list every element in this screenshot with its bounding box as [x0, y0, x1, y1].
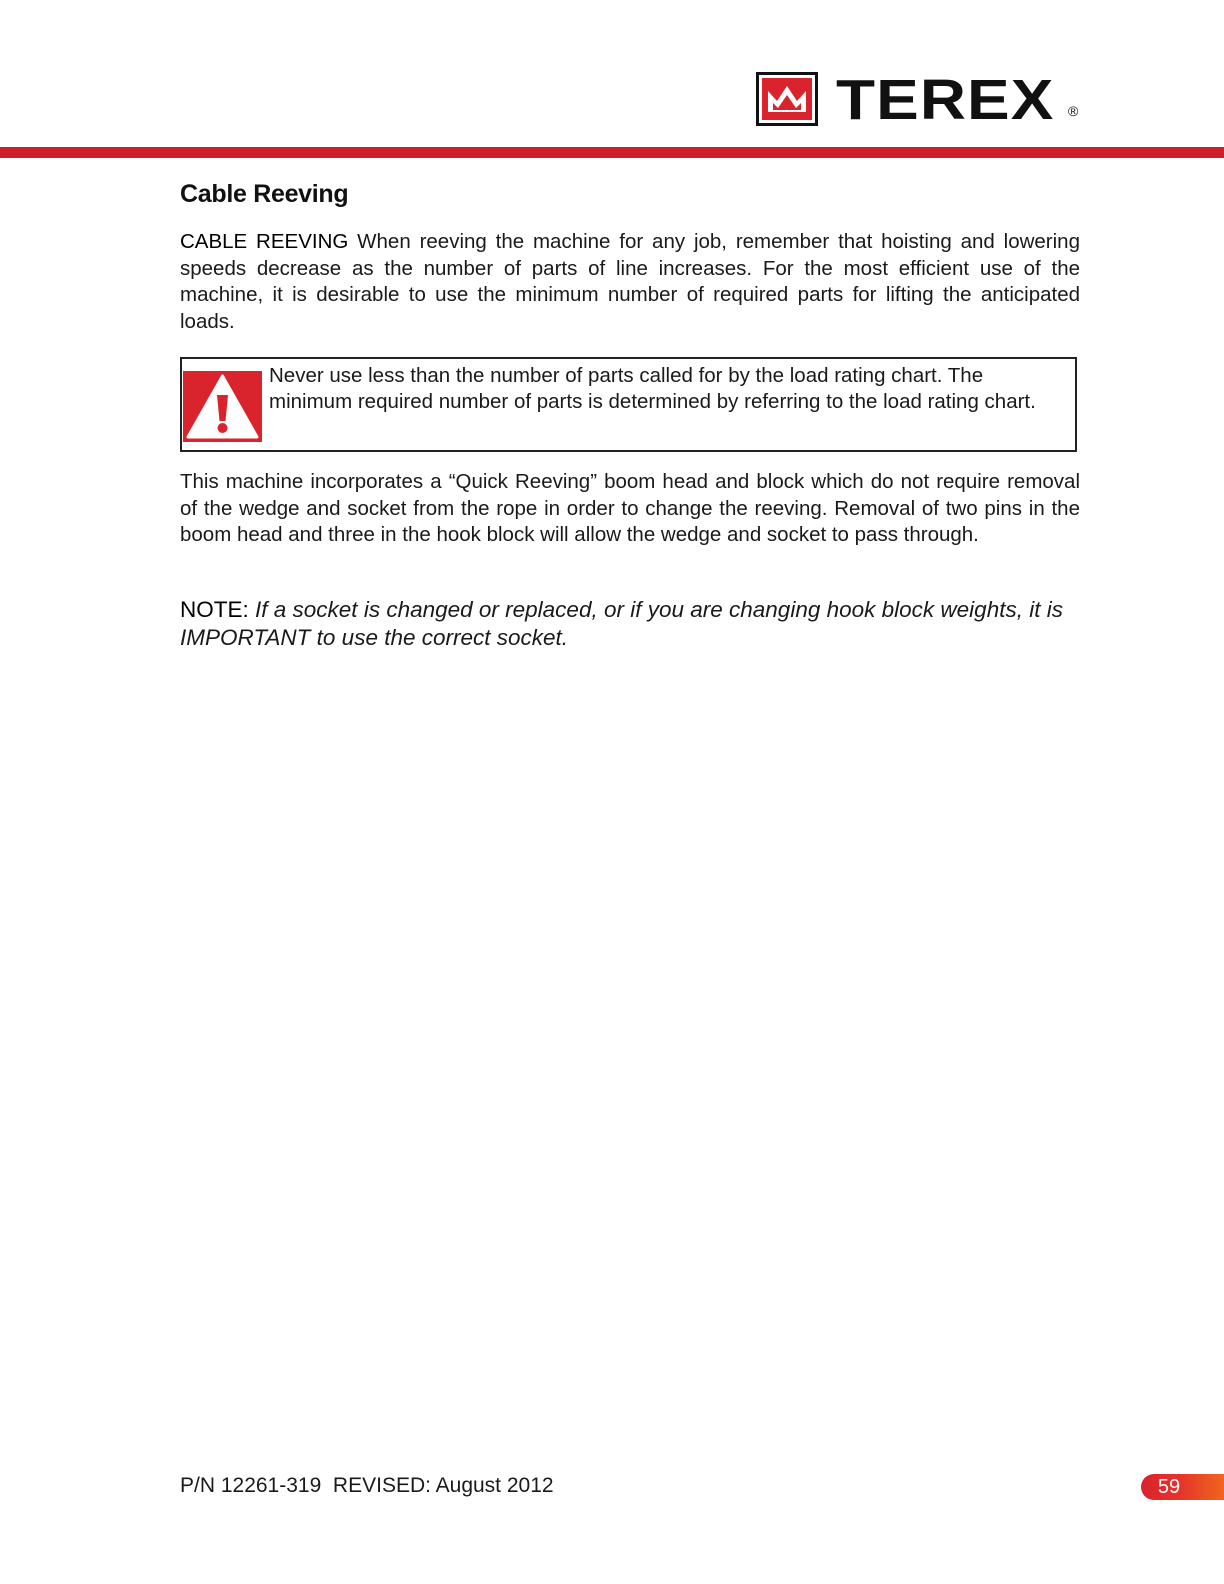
- paragraph-lead: CABLE REEVING: [180, 230, 349, 253]
- registered-mark: ®: [1068, 103, 1079, 119]
- warning-icon-box: [183, 371, 262, 442]
- page-number: 59: [1157, 1476, 1181, 1498]
- footer-part-number: P/N 12261-319 REVISED: August 2012: [180, 1474, 554, 1497]
- page-number-tab: [1141, 1474, 1224, 1500]
- warning-triangle-icon: [183, 371, 262, 442]
- section-title: Cable Reeving: [180, 180, 349, 208]
- note-paragraph: [180, 596, 1080, 652]
- paragraph-text: When reeving the machine for any job, remember that hoisting and lowering speeds decrease as the number of parts of line increases. For the most efficient use of the machine, it is desirable to use the minimum number of required parts for lifting the anticipated loads.: [180, 230, 1080, 333]
- quick-reeving-paragraph: This machine incorporates a “Quick Reeving” boom head and block which do not require removal of the wedge and socket from the rope in order to change the reeving. Removal of two pins in the boom head and three in the hook block will allow the wedge and socket to pass through.: [180, 470, 1080, 546]
- warning-box: [180, 357, 1077, 452]
- brand-wordmark: TEREX: [836, 68, 1055, 132]
- terex-crown-logo-icon: [756, 72, 818, 126]
- note-text: If a socket is changed or replaced, or if you are changing hook block weights, it is IMPORTANT to use the correct socket.: [180, 597, 1063, 650]
- header-rule: [0, 147, 1224, 158]
- note-label: NOTE:: [180, 597, 249, 622]
- warning-text: Never use less than the number of parts called for by the load rating chart. The minimum required number of parts is determined by referring to the load rating chart.: [269, 364, 1036, 413]
- cable-reeving-paragraph: [180, 229, 1080, 335]
